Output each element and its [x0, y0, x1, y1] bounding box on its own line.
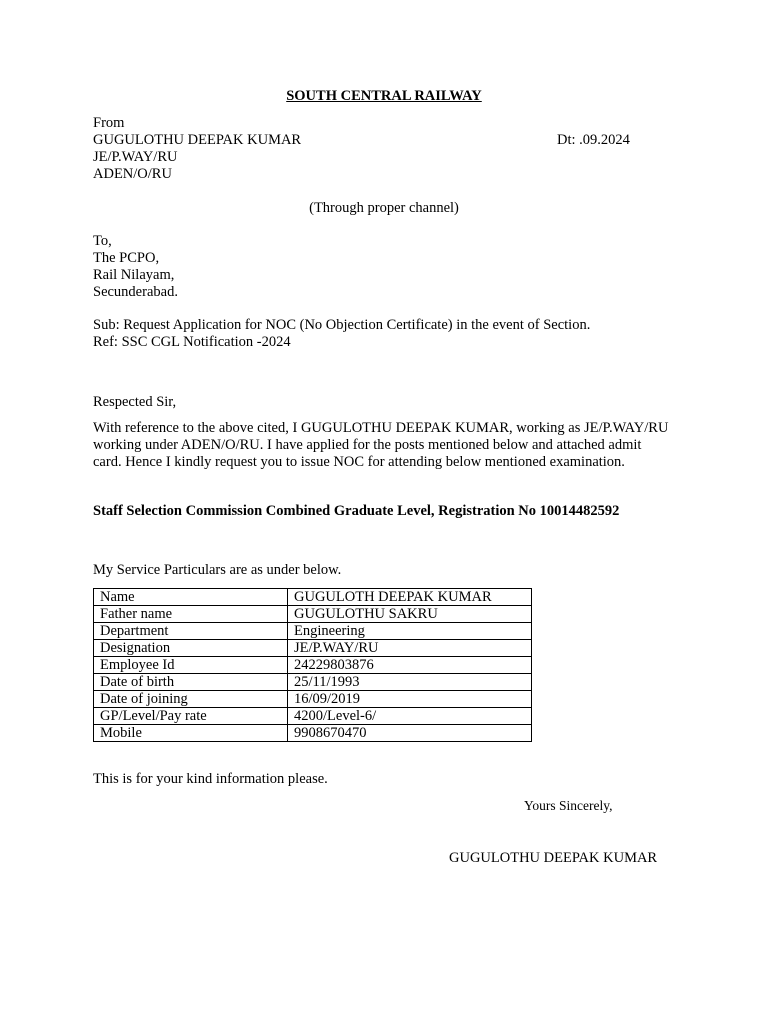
- row-value: Engineering: [288, 623, 532, 640]
- row-label: Designation: [94, 640, 288, 657]
- table-row: [94, 640, 532, 657]
- service-intro: My Service Particulars are as under below.: [93, 562, 342, 578]
- subject-line: Sub: Request Application for NOC (No Objection Certificate) in the event of Section.: [93, 317, 591, 333]
- to-label: To,: [93, 233, 112, 249]
- letter-title: SOUTH CENTRAL RAILWAY: [286, 88, 482, 104]
- exam-line: Staff Selection Commission Combined Graduate Level, Registration No 10014482592: [93, 503, 620, 519]
- row-label: Date of joining: [94, 691, 288, 708]
- recipient-title: The PCPO,: [93, 250, 160, 266]
- sender-designation: JE/P.WAY/RU: [93, 149, 178, 165]
- table-row: [94, 725, 532, 742]
- row-value: 16/09/2019: [288, 691, 532, 708]
- row-label: GP/Level/Pay rate: [94, 708, 288, 725]
- letter-date: Dt: .09.2024: [557, 132, 630, 148]
- subject-reference-block: [93, 317, 590, 351]
- table-row: [94, 674, 532, 691]
- table-row: [94, 623, 532, 640]
- signature-name: GUGULOTHU DEEPAK KUMAR: [449, 850, 658, 866]
- recipient-city: Secunderabad.: [93, 284, 178, 300]
- table-row: [94, 708, 532, 725]
- recipient-building: Rail Nilayam,: [93, 267, 175, 283]
- row-value: GUGULOTHU SAKRU: [288, 606, 532, 623]
- sender-office: ADEN/O/RU: [93, 166, 172, 182]
- row-label: Name: [94, 589, 288, 606]
- table-row: [94, 589, 532, 606]
- reference-line: Ref: SSC CGL Notification -2024: [93, 334, 291, 350]
- info-line: This is for your kind information please.: [93, 771, 328, 787]
- closing: Yours Sincerely,: [524, 798, 613, 813]
- table-row: [94, 657, 532, 674]
- row-label: Father name: [94, 606, 288, 623]
- row-value: 9908670470: [288, 725, 532, 742]
- row-value: 4200/Level-6/: [288, 708, 532, 725]
- row-label: Mobile: [94, 725, 288, 742]
- sender-name: GUGULOTHU DEEPAK KUMAR: [93, 132, 302, 148]
- row-label: Employee Id: [94, 657, 288, 674]
- sender-block: [93, 115, 301, 183]
- table-row: [94, 691, 532, 708]
- row-value: 25/11/1993: [288, 674, 532, 691]
- row-value: JE/P.WAY/RU: [288, 640, 532, 657]
- channel-note: (Through proper channel): [309, 200, 459, 216]
- table-row: [94, 606, 532, 623]
- recipient-block: [93, 233, 178, 301]
- service-particulars-table: [93, 588, 532, 742]
- row-label: Department: [94, 623, 288, 640]
- salutation: Respected Sir,: [93, 394, 177, 410]
- row-value: 24229803876: [288, 657, 532, 674]
- from-label: From: [93, 115, 125, 131]
- row-label: Date of birth: [94, 674, 288, 691]
- body-paragraph: With reference to the above cited, I GUGULOTHU DEEPAK KUMAR, working as JE/P.WAY/RU working under ADEN/O/RU. I have applied for the posts mentioned below and attached admit card. Hence I kindly request you to issue NOC for attending below mentioned examination.: [93, 420, 669, 470]
- row-value: GUGULOTH DEEPAK KUMAR: [288, 589, 532, 606]
